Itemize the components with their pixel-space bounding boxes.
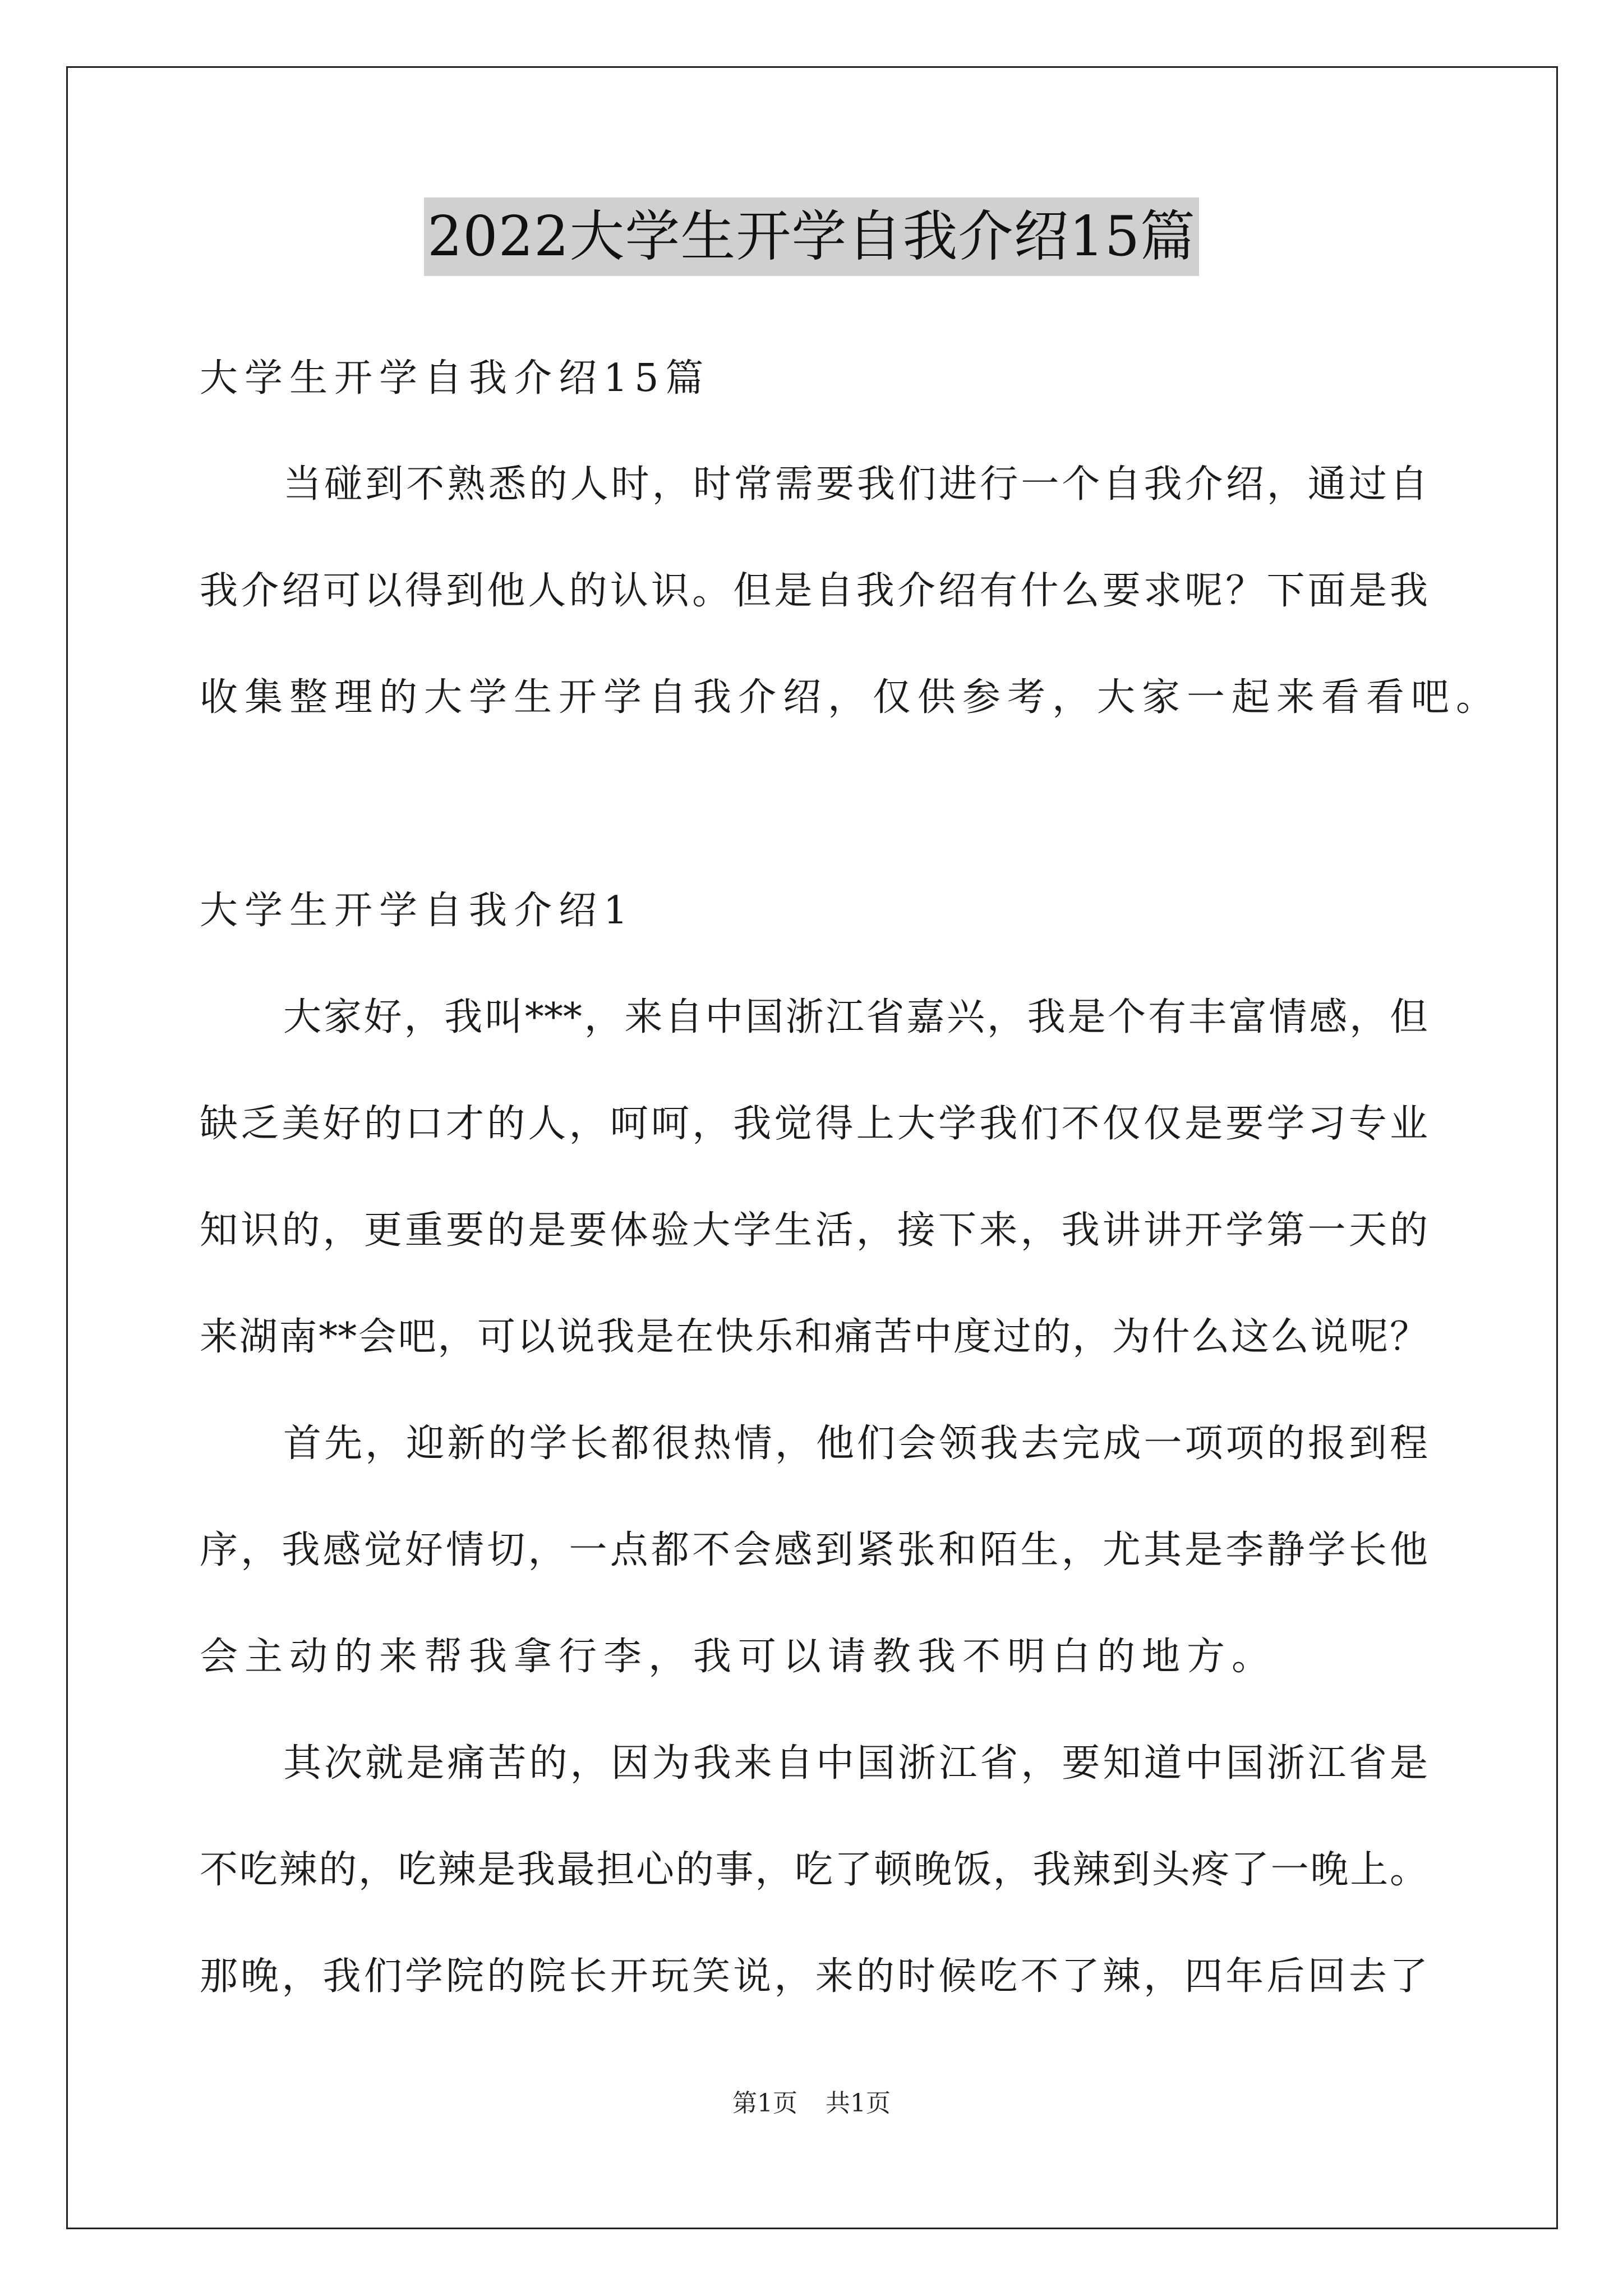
section-line-9: 不吃辣的，吃辣是我最担心的事，吃了顿晚饭，我辣到头疼了一晚上。 <box>200 1848 1428 1892</box>
section-line-4: 来湖南**会吧，可以说我是在快乐和痛苦中度过的，为什么这么说呢？ <box>200 1315 1428 1359</box>
document-title: 2022大学生开学自我介绍15篇 <box>424 197 1199 276</box>
section-line-2: 缺乏美好的口才的人，呵呵，我觉得上大学我们不仅仅是要学习专业 <box>200 1102 1428 1146</box>
document-subtitle: 大学生开学自我介绍15篇 <box>200 356 711 401</box>
section-line-8: 其次就是痛苦的，因为我来自中国浙江省，要知道中国浙江省是 <box>283 1741 1428 1786</box>
page-footer <box>0 2087 1623 2120</box>
section-line-5: 首先，迎新的学长都很热情，他们会领我去完成一项项的报到程 <box>283 1421 1428 1466</box>
page-number: 第1页 <box>732 2089 797 2118</box>
title-block <box>0 197 1623 276</box>
section-line-10: 那晚，我们学院的院长开玩笑说，来的时候吃不了辣，四年后回去了 <box>200 1954 1428 1999</box>
section-line-3: 知识的，更重要的是要体验大学生活，接下来，我讲讲开学第一天的 <box>200 1208 1428 1253</box>
section-line-6: 序，我感觉好情切，一点都不会感到紧张和陌生，尤其是李静学长他 <box>200 1528 1428 1572</box>
intro-line-2: 我介绍可以得到他人的认识。但是自我介绍有什么要求呢？下面是我 <box>200 569 1428 613</box>
section-line-7: 会主动的来帮我拿行李，我可以请教我不明白的地方。 <box>200 1635 1277 1679</box>
page-total: 共1页 <box>826 2089 891 2118</box>
section-line-1: 大家好，我叫***，来自中国浙江省嘉兴，我是个有丰富情感，但 <box>283 995 1428 1039</box>
section-heading: 大学生开学自我介绍1 <box>200 889 635 933</box>
intro-line-1: 当碰到不熟悉的人时，时常需要我们进行一个自我介绍，通过自 <box>283 462 1428 507</box>
intro-line-3: 收集整理的大学生开学自我介绍，仅供参考，大家一起来看看吧。 <box>200 675 1501 720</box>
